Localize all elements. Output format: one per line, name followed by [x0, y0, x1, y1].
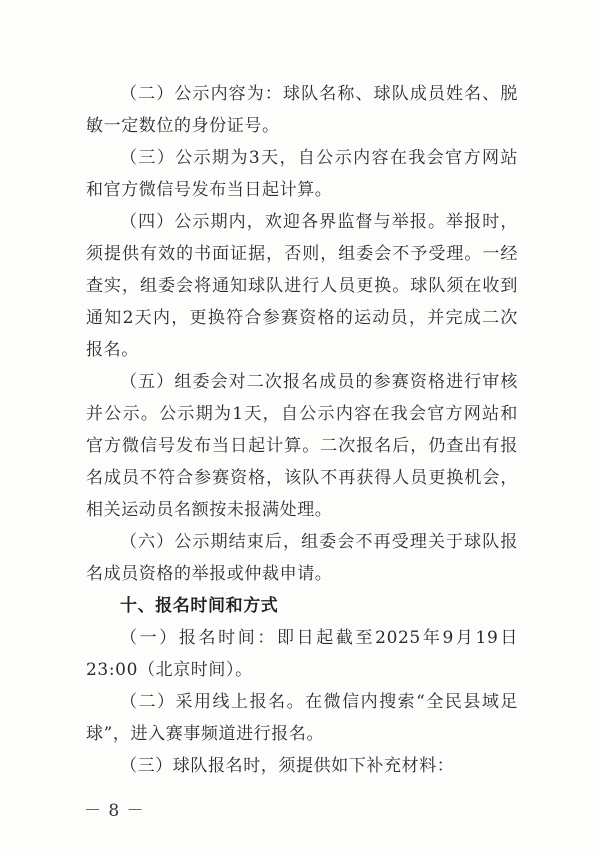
- paragraph-publicity-content: （二）公示内容为：球队名称、球队成员姓名、脱敏一定数位的身份证号。: [86, 84, 518, 136]
- paragraph-online-registration: （二）采用线上报名。在微信内搜索“全民县域足球”，进入赛事频道进行报名。: [86, 692, 518, 744]
- paragraph-second-registration: （五）组委会对二次报名成员的参赛资格进行审核并公示。公示期为1天，自公示内容在我会官方网站和官方微信号发布当日起计算。二次报名后，仍查出有报名成员不符合参赛资格，该队不再获得人员更换机会，相关运动员名额按未报满处理。: [86, 372, 518, 520]
- paragraph-supplementary-materials: （三）球队报名时，须提供如下补充材料：: [120, 756, 455, 776]
- paragraph-after-publicity: （六）公示期结束后，组委会不再受理关于球队报名成员资格的举报或仲裁申请。: [86, 532, 518, 584]
- paragraph-registration-time: （一）报名时间：即日起截至2025年9月19日23:00（北京时间）。: [86, 628, 518, 680]
- paragraph-publicity-period: （三）公示期为3天，自公示内容在我会官方网站和官方微信号发布当日起计算。: [86, 148, 518, 200]
- document-body: [86, 78, 518, 782]
- paragraph-supervision-report: （四）公示期内，欢迎各界监督与举报。举报时，须提供有效的书面证据，否则，组委会不予受理。一经查实，组委会将通知球队进行人员更换。球队须在收到通知2天内，更换符合参赛资格的运动员，并完成二次报名。: [86, 212, 518, 360]
- page-number: － 8 －: [84, 801, 145, 821]
- section-heading: 十、报名时间和方式: [120, 596, 279, 616]
